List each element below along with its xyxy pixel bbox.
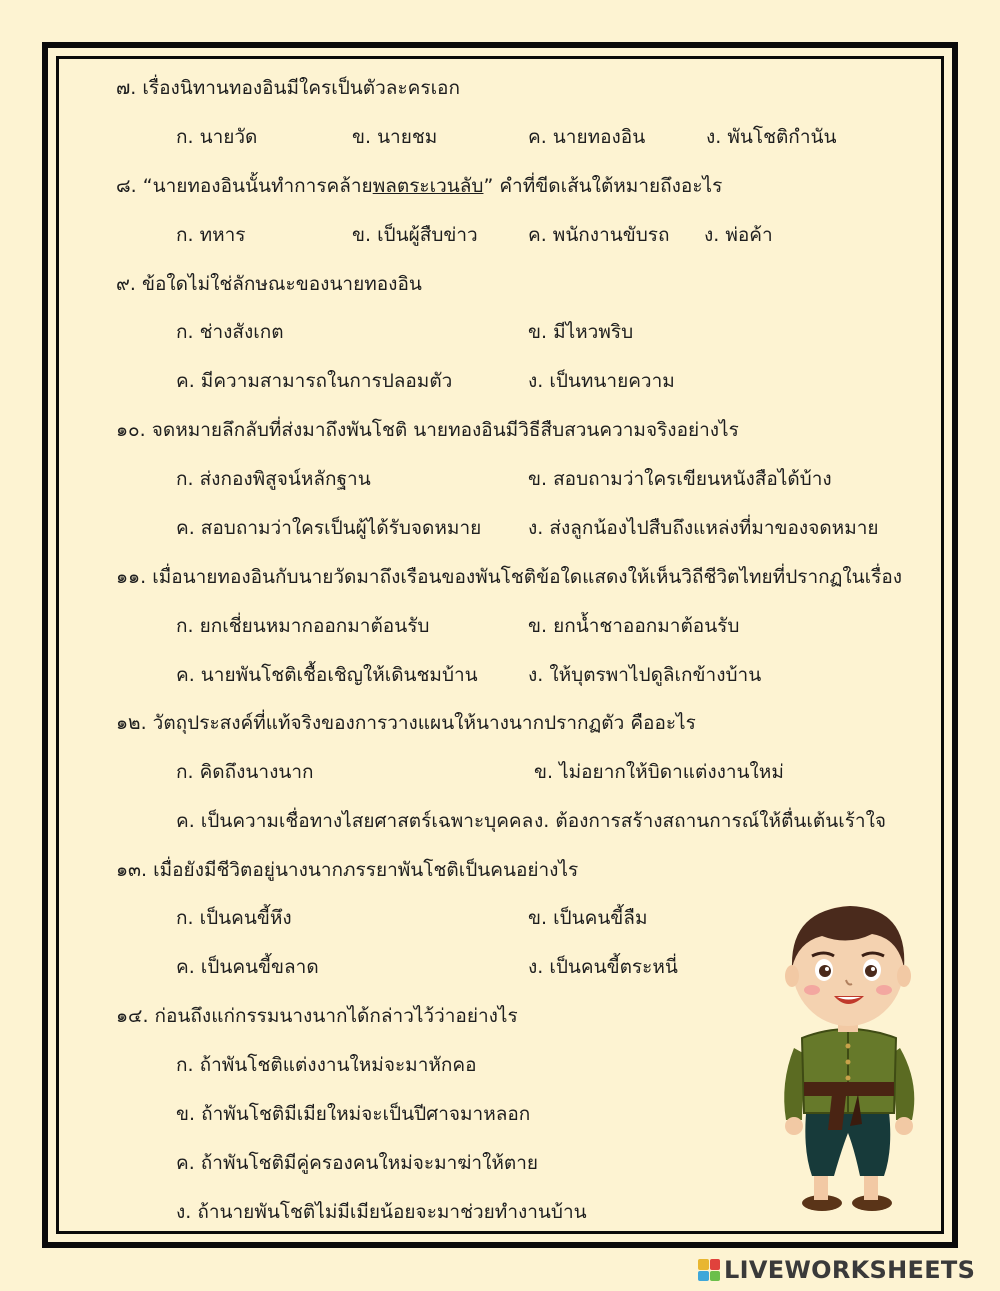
q12-option-a[interactable]: ก. คิดถึงนางนาก [176,761,314,783]
q7-option-d[interactable]: ง. พันโชติกำนัน [706,126,837,148]
question-12: ๑๒. วัตถุประสงค์ที่แท้จริงของการวางแผนให้นางนากปรากฏตัว คืออะไร [116,712,696,734]
q9-option-b[interactable]: ข. มีไหวพริบ [528,321,634,343]
q9-option-d[interactable]: ง. เป็นทนายความ [528,370,675,392]
q8-underlined-term: พลตระเวนลับ [372,175,484,197]
q8-option-d[interactable]: ง. พ่อค้า [704,224,773,246]
thai-boy-illustration [772,898,942,1218]
q10-option-b[interactable]: ข. สอบถามว่าใครเขียนหนังสือได้บ้าง [528,468,832,490]
q7-option-b[interactable]: ข. นายชม [352,126,438,148]
q14-option-c[interactable]: ค. ถ้าพันโชติมีคู่ครองคนใหม่จะมาฆ่าให้ตาย [176,1152,539,1174]
q7-option-a[interactable]: ก. นายวัด [176,126,258,148]
q8-stem-post: ” คำที่ขีดเส้นใต้หมายถึงอะไร [483,175,723,197]
q12-option-b[interactable]: ข. ไม่อยากให้บิดาแต่งงานใหม่ [534,761,784,783]
q13-option-a[interactable]: ก. เป็นคนขี้หึง [176,907,292,929]
q13-option-d[interactable]: ง. เป็นคนขี้ตระหนี่ [528,956,678,978]
q11-option-b[interactable]: ข. ยกน้ำชาออกมาต้อนรับ [528,615,740,637]
q11-option-c[interactable]: ค. นายพันโชติเชื้อเชิญให้เดินชมบ้าน [176,664,478,686]
q10-option-d[interactable]: ง. ส่งลูกน้องไปสืบถึงแหล่งที่มาของจดหมาย [528,517,879,539]
question-10: ๑๐. จดหมายลึกลับที่ส่งมาถึงพันโชติ นายทองอินมีวิธีสืบสวนความจริงอย่างไร [116,419,739,441]
q12-option-d[interactable]: ง. ต้องการสร้างสถานการณ์ให้ตื่นเต้นเร้าใจ [534,810,887,832]
q13-option-b[interactable]: ข. เป็นคนขี้ลืม [528,907,648,929]
q11-option-d[interactable]: ง. ให้บุตรพาไปดูลิเกข้างบ้าน [528,664,762,686]
question-9: ๙. ข้อใดไม่ใช่ลักษณะของนายทองอิน [116,273,422,295]
q7-option-c[interactable]: ค. นายทองอิน [528,126,646,148]
q12-option-c[interactable]: ค. เป็นความเชื่อทางไสยศาสตร์เฉพาะบุคคล [176,810,534,832]
q13-option-c[interactable]: ค. เป็นคนขี้ขลาด [176,956,319,978]
q14-option-b[interactable]: ข. ถ้าพันโชติมีเมียใหม่จะเป็นปีศาจมาหลอก [176,1103,531,1125]
liveworksheets-logo-text: LIVEWORKSHEETS [724,1256,976,1284]
q14-option-d[interactable]: ง. ถ้านายพันโชติไม่มีเมียน้อยจะมาช่วยทำงานบ้าน [176,1201,587,1223]
question-11: ๑๑. เมื่อนายทองอินกับนายวัดมาถึงเรือนของพันโชติข้อใดแสดงให้เห็นวิถีชีวิตไทยที่ปรากฏในเรื่อง [116,566,903,588]
liveworksheets-logo[interactable] [698,1255,975,1285]
q10-option-a[interactable]: ก. ส่งกองพิสูจน์หลักฐาน [176,468,371,490]
q10-option-c[interactable]: ค. สอบถามว่าใครเป็นผู้ได้รับจดหมาย [176,517,482,539]
q9-option-c[interactable]: ค. มีความสามารถในการปลอมตัว [176,370,453,392]
question-14: ๑๔. ก่อนถึงแก่กรรมนางนากได้กล่าวไว้ว่าอย่างไร [116,1005,518,1027]
q8-stem-pre: ๘. “นายทองอินนั้นทำการคล้าย [116,175,373,197]
q14-option-a[interactable]: ก. ถ้าพันโชติแต่งงานใหม่จะมาหักคอ [176,1054,477,1076]
question-7: ๗. เรื่องนิทานทองอินมีใครเป็นตัวละครเอก [116,77,460,99]
q11-option-a[interactable]: ก. ยกเชี่ยนหมากออกมาต้อนรับ [176,615,430,637]
q8-option-c[interactable]: ค. พนักงานขับรถ [528,224,670,246]
liveworksheets-logo-icon [698,1259,720,1281]
q9-option-a[interactable]: ก. ช่างสังเกต [176,321,284,343]
q8-option-b[interactable]: ข. เป็นผู้สืบข่าว [352,224,478,246]
question-8 [116,174,722,198]
question-13: ๑๓. เมื่อยังมีชีวิตอยู่นางนากภรรยาพันโชติเป็นคนอย่างไร [116,859,579,881]
q8-option-a[interactable]: ก. ทหาร [176,224,246,246]
